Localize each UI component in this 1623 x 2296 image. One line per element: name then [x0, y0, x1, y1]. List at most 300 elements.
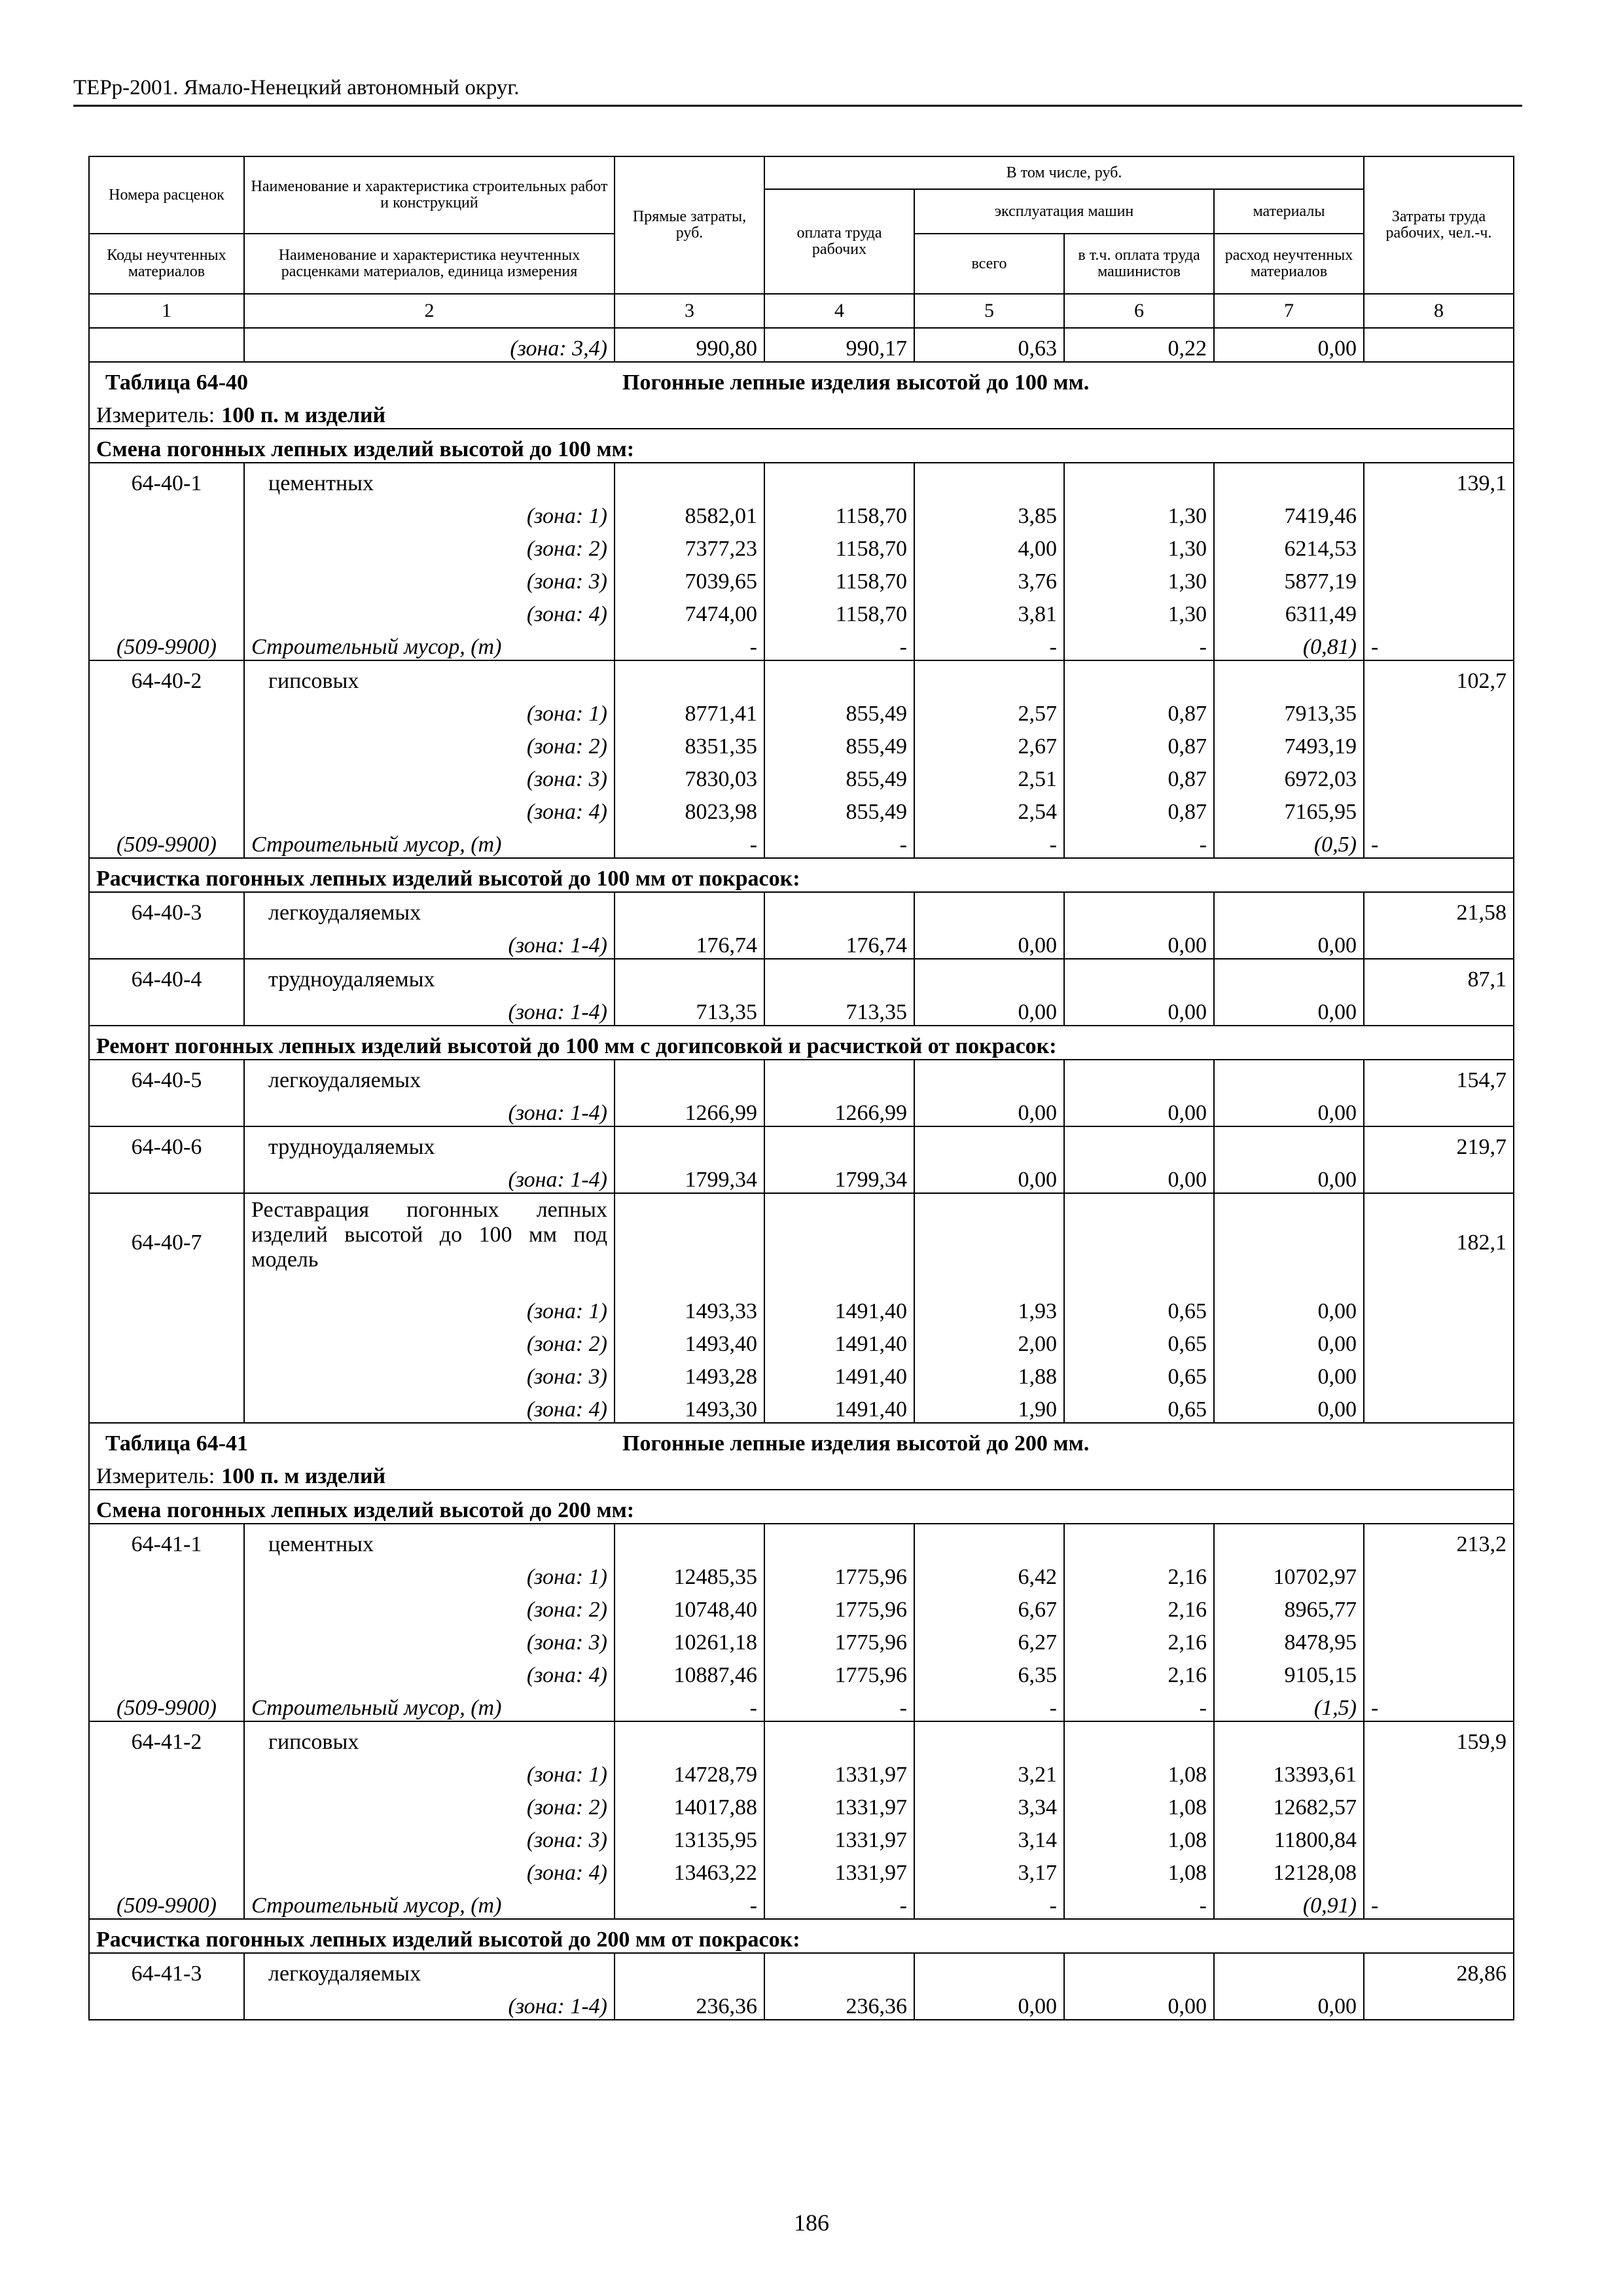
item-code: 64-41-1 [89, 1524, 244, 1557]
item-code: 64-40-5 [89, 1060, 244, 1093]
empty-cell [914, 1060, 1064, 1093]
col-number: 6 [1064, 294, 1214, 328]
machinist-pay-cell: 0,65 [1064, 1324, 1214, 1357]
code-cell [89, 562, 244, 594]
material-value: - [914, 627, 1064, 660]
empty-cell [764, 1721, 914, 1755]
code-cell [89, 1623, 244, 1655]
item-code: 64-40-1 [89, 463, 244, 496]
item-name: легкоудаляемых [244, 1060, 615, 1093]
empty-cell [1064, 1721, 1214, 1755]
labor-pay-cell: 1799,34 [764, 1160, 914, 1193]
machines-total-cell: 6,67 [914, 1590, 1064, 1623]
item-code: 64-40-7 [89, 1193, 244, 1291]
direct-cost-cell: 8582,01 [615, 496, 764, 529]
machines-total-cell: 0,63 [914, 328, 1064, 362]
empty-cell [1064, 1193, 1214, 1291]
machines-total-cell: 3,14 [914, 1820, 1064, 1853]
zone-row [89, 594, 1514, 627]
code-cell [89, 496, 244, 529]
labor-cell: 21,58 [1364, 892, 1514, 925]
labor-pay-cell: 1775,96 [764, 1655, 914, 1688]
code-cell [89, 1324, 244, 1357]
material-value: - [1064, 825, 1214, 858]
machinist-pay-cell: 0,00 [1064, 1986, 1214, 2020]
material-code: (509-9900) [89, 1886, 244, 1919]
table-label: Таблица 64-41 [105, 1431, 249, 1456]
machines-header: эксплуатация машин [914, 189, 1214, 234]
material-value: - [764, 825, 914, 858]
material-row [89, 1886, 1514, 1919]
labor-pay-cell: 176,74 [764, 925, 914, 959]
col1-header-top: Номера расценок [89, 156, 244, 234]
machinist-pay-cell: 0,87 [1064, 792, 1214, 825]
section-title-row [89, 1026, 1514, 1060]
item-name: Реставрация погонных лепных изделий высотой до 100 мм под модель [244, 1193, 615, 1291]
section-title: Ремонт погонных лепных изделий высотой до 100 мм с догипсовкой и расчисткой от покрасок: [89, 1026, 1514, 1060]
code-cell [89, 726, 244, 759]
table-title: Погонные лепные изделия высотой до 100 мм. [622, 370, 1090, 395]
direct-cost-cell: 8771,41 [615, 694, 764, 726]
zone-row [89, 1390, 1514, 1423]
item-name: легкоудаляемых [244, 892, 615, 925]
labor-cell [1364, 1160, 1514, 1193]
zone-row [89, 992, 1514, 1026]
materials-cell: 0,00 [1214, 1390, 1364, 1423]
machines-total-cell: 6,42 [914, 1557, 1064, 1590]
materials-cell: 7165,95 [1214, 792, 1364, 825]
empty-cell [615, 892, 764, 925]
machines-total-cell: 3,21 [914, 1755, 1064, 1787]
col5-header: всего [914, 234, 1064, 294]
materials-cell: 0,00 [1214, 925, 1364, 959]
labor-cell: 154,7 [1364, 1060, 1514, 1093]
labor-cell [1364, 1820, 1514, 1853]
machines-total-cell: 3,17 [914, 1853, 1064, 1886]
labor-cell: 87,1 [1364, 959, 1514, 992]
material-qty: (0,91) [1214, 1886, 1364, 1919]
empty-cell [764, 1524, 914, 1557]
labor-pay-cell: 1158,70 [764, 496, 914, 529]
empty-cell [1214, 1953, 1364, 1986]
zone-label: (зона: 4) [244, 1390, 615, 1423]
meter-cell [89, 395, 1514, 429]
zone-row [89, 1160, 1514, 1193]
direct-cost-cell: 13135,95 [615, 1820, 764, 1853]
zone-row [89, 529, 1514, 562]
material-value: - [615, 627, 764, 660]
zone-row [89, 1755, 1514, 1787]
material-value: - [914, 1688, 1064, 1721]
machinist-pay-cell: 0,65 [1064, 1357, 1214, 1390]
zone-label: (зона: 3) [244, 1820, 615, 1853]
material-value: - [1064, 627, 1214, 660]
empty-cell [914, 1126, 1064, 1160]
meter-row [89, 1456, 1514, 1490]
labor-pay-cell: 1158,70 [764, 594, 914, 627]
meter-value: 100 п. м изделий [221, 403, 386, 427]
labor-cell [1364, 562, 1514, 594]
material-value: - [615, 1688, 764, 1721]
materials-cell: 0,00 [1214, 992, 1364, 1026]
machinist-pay-cell: 0,22 [1064, 328, 1214, 362]
empty-cell [615, 1193, 764, 1291]
labor-cell [1364, 1390, 1514, 1423]
item-row [89, 1524, 1514, 1557]
materials-cell: 6214,53 [1214, 529, 1364, 562]
code-cell [89, 1557, 244, 1590]
empty-cell [1214, 1721, 1364, 1755]
zone-label: (зона: 1-4) [244, 992, 615, 1026]
material-name: Строительный мусор, (т) [244, 1688, 615, 1721]
zone-label: (зона: 4) [244, 1853, 615, 1886]
zone-label: (зона: 1) [244, 496, 615, 529]
zone-label: (зона: 1-4) [244, 1160, 615, 1193]
table-title-cell [89, 1423, 1514, 1456]
zone-row [89, 1820, 1514, 1853]
direct-cost-cell: 8023,98 [615, 792, 764, 825]
direct-cost-cell: 713,35 [615, 992, 764, 1026]
machines-total-cell: 3,76 [914, 562, 1064, 594]
labor-pay-cell: 1331,97 [764, 1787, 914, 1820]
empty-cell [764, 959, 914, 992]
labor-pay-cell: 855,49 [764, 792, 914, 825]
empty-cell [1064, 463, 1214, 496]
empty-cell [764, 1193, 914, 1291]
labor-pay-cell: 1491,40 [764, 1390, 914, 1423]
meter-cell [89, 1456, 1514, 1490]
labor-cell [1364, 1655, 1514, 1688]
machinist-pay-cell: 0,00 [1064, 1160, 1214, 1193]
machinist-pay-cell: 0,00 [1064, 925, 1214, 959]
material-value: - [764, 627, 914, 660]
direct-cost-cell: 10887,46 [615, 1655, 764, 1688]
col-number: 2 [244, 294, 615, 328]
direct-cost-cell: 990,80 [615, 328, 764, 362]
code-cell [89, 925, 244, 959]
code-cell [89, 1291, 244, 1324]
included-header: В том числе, руб. [764, 156, 1364, 189]
zone-row [89, 1986, 1514, 2020]
labor-cell [1364, 529, 1514, 562]
labor-pay-cell: 1775,96 [764, 1557, 914, 1590]
empty-cell [764, 463, 914, 496]
material-qty: (1,5) [1214, 1688, 1364, 1721]
materials-header: материалы [1214, 189, 1364, 234]
labor-cell: 28,86 [1364, 1953, 1514, 1986]
direct-cost-cell: 236,36 [615, 1986, 764, 2020]
col-number: 7 [1214, 294, 1364, 328]
machines-total-cell: 6,35 [914, 1655, 1064, 1688]
empty-cell [615, 1524, 764, 1557]
direct-cost-cell: 1493,40 [615, 1324, 764, 1357]
machines-total-cell: 3,81 [914, 594, 1064, 627]
code-cell [89, 1160, 244, 1193]
empty-cell [914, 892, 1064, 925]
table-title: Погонные лепные изделия высотой до 200 мм. [622, 1431, 1090, 1456]
section-title-row [89, 429, 1514, 463]
materials-cell: 11800,84 [1214, 1820, 1364, 1853]
machinist-pay-cell: 0,87 [1064, 694, 1214, 726]
page-number: 186 [794, 2210, 829, 2236]
machines-total-cell: 2,67 [914, 726, 1064, 759]
zone-label: (зона: 2) [244, 726, 615, 759]
col4-header: оплата труда рабочих [764, 189, 914, 294]
materials-cell: 8965,77 [1214, 1590, 1364, 1623]
machines-total-cell: 3,85 [914, 496, 1064, 529]
zone-row [89, 925, 1514, 959]
empty-cell [764, 892, 914, 925]
col-number: 8 [1364, 294, 1514, 328]
zone-label: (зона: 3) [244, 759, 615, 792]
empty-cell [1064, 660, 1214, 694]
empty-cell [615, 1126, 764, 1160]
section-title: Смена погонных лепных изделий высотой до 200 мм: [89, 1490, 1514, 1524]
zone-label: (зона: 1-4) [244, 925, 615, 959]
zone-label: (зона: 3) [244, 1623, 615, 1655]
header-rule [73, 105, 1522, 107]
labor-cell [1364, 726, 1514, 759]
machines-total-cell: 2,57 [914, 694, 1064, 726]
labor-cell [1364, 1093, 1514, 1126]
machinist-pay-cell: 1,08 [1064, 1787, 1214, 1820]
labor-pay-cell: 855,49 [764, 759, 914, 792]
labor-pay-cell: 713,35 [764, 992, 914, 1026]
zone-row [89, 694, 1514, 726]
labor-cell [1364, 925, 1514, 959]
labor-cell: 213,2 [1364, 1524, 1514, 1557]
material-labor: - [1364, 627, 1514, 660]
empty-cell [615, 959, 764, 992]
empty-cell [1064, 1524, 1214, 1557]
empty-cell [1214, 463, 1364, 496]
labor-pay-cell: 1331,97 [764, 1755, 914, 1787]
item-code: 64-40-4 [89, 959, 244, 992]
zone-row [89, 1655, 1514, 1688]
labor-cell: 219,7 [1364, 1126, 1514, 1160]
zone-row [89, 328, 1514, 362]
materials-cell: 6972,03 [1214, 759, 1364, 792]
direct-cost-cell: 7377,23 [615, 529, 764, 562]
materials-cell: 12128,08 [1214, 1853, 1364, 1886]
labor-cell [1364, 1357, 1514, 1390]
zone-row [89, 726, 1514, 759]
labor-cell [1364, 1324, 1514, 1357]
direct-cost-cell: 14728,79 [615, 1755, 764, 1787]
item-code: 64-40-3 [89, 892, 244, 925]
direct-cost-cell: 10748,40 [615, 1590, 764, 1623]
direct-cost-cell: 10261,18 [615, 1623, 764, 1655]
machines-total-cell: 1,93 [914, 1291, 1064, 1324]
materials-cell: 0,00 [1214, 328, 1364, 362]
materials-cell: 6311,49 [1214, 594, 1364, 627]
direct-cost-cell: 12485,35 [615, 1557, 764, 1590]
col2-header-bottom: Наименование и характеристика неучтенных расценками материалов, единица измерения [244, 234, 615, 294]
col-number: 4 [764, 294, 914, 328]
col1-header-bottom: Коды неучтенных материалов [89, 234, 244, 294]
machinist-pay-cell: 2,16 [1064, 1655, 1214, 1688]
material-value: - [1064, 1688, 1214, 1721]
labor-pay-cell: 855,49 [764, 694, 914, 726]
item-row [89, 1126, 1514, 1160]
code-cell [89, 792, 244, 825]
zone-label: (зона: 3,4) [244, 328, 615, 362]
material-value: - [914, 825, 1064, 858]
empty-cell [1064, 892, 1214, 925]
code-cell [89, 1093, 244, 1126]
labor-cell [1364, 694, 1514, 726]
labor-cell [1364, 1590, 1514, 1623]
machines-total-cell: 1,90 [914, 1390, 1064, 1423]
column-numbers-row [89, 294, 1514, 328]
empty-cell [764, 1126, 914, 1160]
material-row [89, 1688, 1514, 1721]
materials-cell: 7493,19 [1214, 726, 1364, 759]
zone-label: (зона: 3) [244, 562, 615, 594]
material-code: (509-9900) [89, 1688, 244, 1721]
empty-cell [1214, 892, 1364, 925]
item-row [89, 959, 1514, 992]
materials-cell: 12682,57 [1214, 1787, 1364, 1820]
item-row [89, 1193, 1514, 1291]
machinist-pay-cell: 0,87 [1064, 726, 1214, 759]
zone-row [89, 1357, 1514, 1390]
item-code: 64-40-2 [89, 660, 244, 694]
section-title-row [89, 858, 1514, 892]
empty-cell [1214, 1524, 1364, 1557]
col6-header: в т.ч. оплата труда машинистов [1064, 234, 1214, 294]
col-number: 1 [89, 294, 244, 328]
item-name: гипсовых [244, 660, 615, 694]
empty-cell [914, 959, 1064, 992]
machines-total-cell: 0,00 [914, 1160, 1064, 1193]
labor-pay-cell: 1775,96 [764, 1623, 914, 1655]
direct-cost-cell: 1266,99 [615, 1093, 764, 1126]
labor-cell [1364, 328, 1514, 362]
materials-cell: 13393,61 [1214, 1755, 1364, 1787]
empty-cell [1064, 959, 1214, 992]
empty-cell [615, 1060, 764, 1093]
materials-cell: 5877,19 [1214, 562, 1364, 594]
code-cell [89, 1590, 244, 1623]
zone-row [89, 496, 1514, 529]
materials-cell: 0,00 [1214, 1357, 1364, 1390]
direct-cost-cell: 1799,34 [615, 1160, 764, 1193]
materials-cell: 0,00 [1214, 1986, 1364, 2020]
empty-cell [1214, 959, 1364, 992]
machines-total-cell: 2,00 [914, 1324, 1064, 1357]
zone-row [89, 1590, 1514, 1623]
machines-total-cell: 6,27 [914, 1623, 1064, 1655]
machines-total-cell: 2,51 [914, 759, 1064, 792]
labor-pay-cell: 236,36 [764, 1986, 914, 2020]
empty-cell [1214, 660, 1364, 694]
labor-pay-cell: 1491,40 [764, 1291, 914, 1324]
empty-cell [914, 1721, 1064, 1755]
code-cell [89, 694, 244, 726]
empty-cell [1064, 1953, 1214, 1986]
item-row [89, 1060, 1514, 1093]
machinist-pay-cell: 1,30 [1064, 594, 1214, 627]
labor-cell [1364, 1623, 1514, 1655]
item-code: 64-40-6 [89, 1126, 244, 1160]
labor-pay-cell: 1266,99 [764, 1093, 914, 1126]
materials-cell: 0,00 [1214, 1093, 1364, 1126]
material-value: - [764, 1688, 914, 1721]
machines-total-cell: 0,00 [914, 992, 1064, 1026]
zone-label: (зона: 1) [244, 694, 615, 726]
material-code: (509-9900) [89, 825, 244, 858]
labor-cell [1364, 1291, 1514, 1324]
labor-cell: 182,1 [1364, 1193, 1514, 1291]
material-value: - [615, 825, 764, 858]
item-name: цементных [244, 463, 615, 496]
table-label: Таблица 64-40 [105, 370, 249, 395]
machines-total-cell: 0,00 [914, 925, 1064, 959]
labor-cell [1364, 594, 1514, 627]
zone-label: (зона: 4) [244, 1655, 615, 1688]
empty-cell [1214, 1193, 1364, 1291]
empty-cell [764, 660, 914, 694]
material-value: - [615, 1886, 764, 1919]
code-cell [89, 1357, 244, 1390]
section-title-row [89, 1490, 1514, 1524]
code-cell [89, 594, 244, 627]
empty-cell [764, 1060, 914, 1093]
machines-total-cell: 1,88 [914, 1357, 1064, 1390]
labor-cell: 159,9 [1364, 1721, 1514, 1755]
zone-label: (зона: 2) [244, 1590, 615, 1623]
labor-cell [1364, 1755, 1514, 1787]
material-value: - [1064, 1886, 1214, 1919]
empty-cell [615, 660, 764, 694]
labor-pay-cell: 1491,40 [764, 1324, 914, 1357]
direct-cost-cell: 176,74 [615, 925, 764, 959]
section-title: Расчистка погонных лепных изделий высотой до 200 мм от покрасок: [89, 1919, 1514, 1953]
materials-cell: 7419,46 [1214, 496, 1364, 529]
labor-pay-cell: 1331,97 [764, 1853, 914, 1886]
direct-cost-cell: 1493,28 [615, 1357, 764, 1390]
direct-cost-cell: 7830,03 [615, 759, 764, 792]
material-labor: - [1364, 825, 1514, 858]
labor-cell: 139,1 [1364, 463, 1514, 496]
empty-cell [914, 1953, 1064, 1986]
code-cell [89, 1755, 244, 1787]
code-cell [89, 1655, 244, 1688]
section-title-row [89, 1919, 1514, 1953]
labor-pay-cell: 1491,40 [764, 1357, 914, 1390]
zone-row [89, 1324, 1514, 1357]
materials-cell: 7913,35 [1214, 694, 1364, 726]
zone-row [89, 1557, 1514, 1590]
labor-cell [1364, 992, 1514, 1026]
material-value: - [764, 1886, 914, 1919]
machines-total-cell: 0,00 [914, 1986, 1064, 2020]
item-name: гипсовых [244, 1721, 615, 1755]
direct-cost-cell: 8351,35 [615, 726, 764, 759]
material-row [89, 825, 1514, 858]
machinist-pay-cell: 1,30 [1064, 496, 1214, 529]
machinist-pay-cell: 0,65 [1064, 1291, 1214, 1324]
labor-cell [1364, 1986, 1514, 2020]
table-title-row [89, 1423, 1514, 1456]
machinist-pay-cell: 2,16 [1064, 1590, 1214, 1623]
machinist-pay-cell: 1,08 [1064, 1820, 1214, 1853]
empty-cell [1214, 1126, 1364, 1160]
labor-cell [1364, 1853, 1514, 1886]
empty-cell [1064, 1060, 1214, 1093]
running-header: ТЕРр-2001. Ямало-Ненецкий автономный округ. [73, 76, 520, 99]
